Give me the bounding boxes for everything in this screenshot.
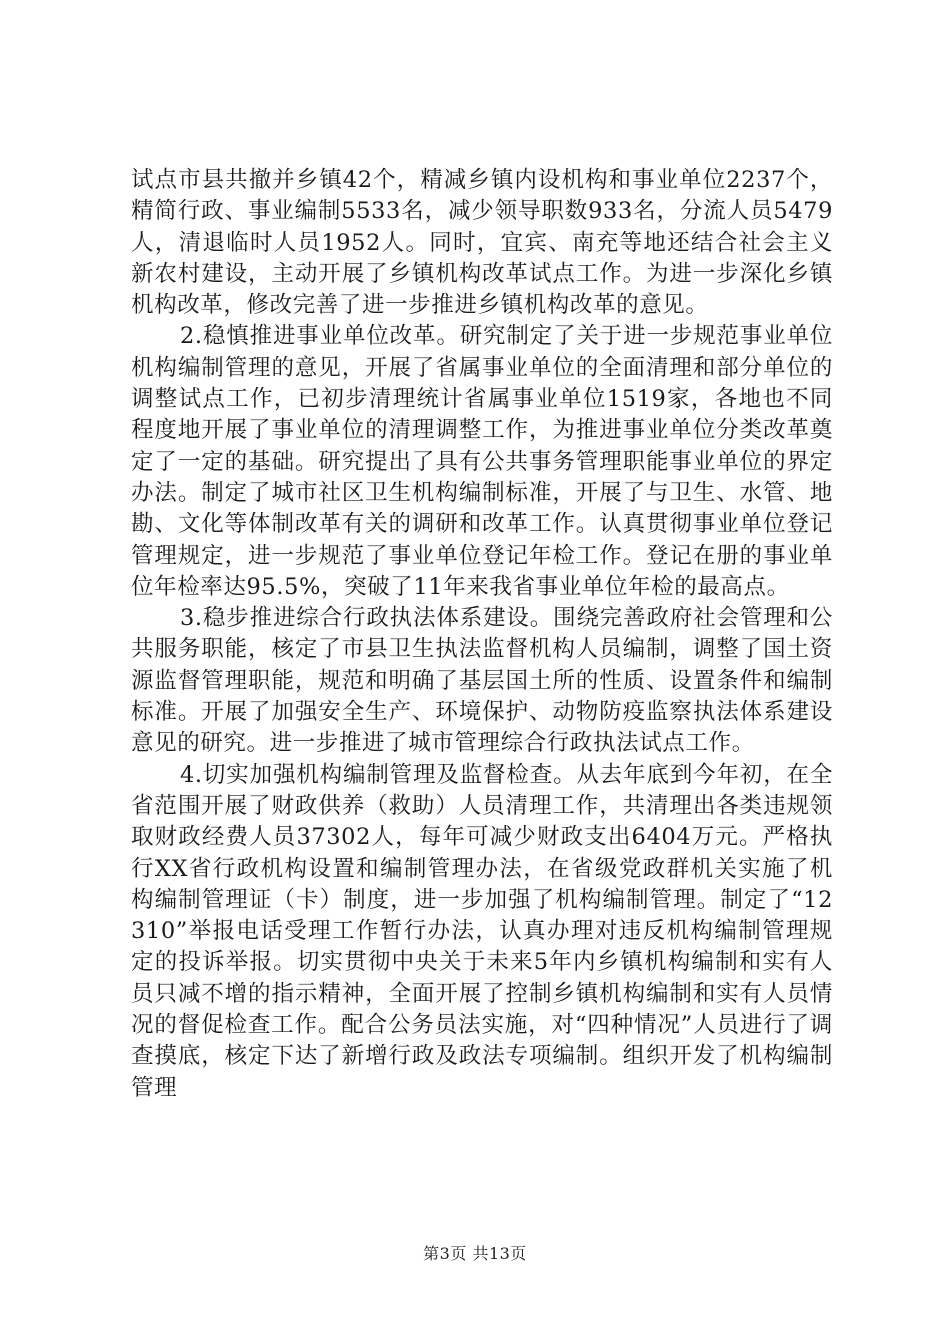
- paragraph-continuation: 试点市县共撤并乡镇42个，精减乡镇内设机构和事业单位2237个，精简行政、事业编制5533名，减少领导职数933名，分流人员5479人，清退临时人员1952人。同时，宜宾、南充等地还结合社会主义新农村建设，主动开展了乡镇机构改革试点工作。为进一步深化乡镇机构改革，修改完善了进一步推进乡镇机构改革的意见。: [131, 167, 833, 319]
- paragraph-institution-reform: 2.稳慎推进事业单位改革。研究制定了关于进一步规范事业单位机构编制管理的意见，开展了省属事业单位的全面清理和部分单位的调整试点工作，已初步清理统计省属事业单位1519家，各地也不同程度地开展了事业单位的清理调整工作，为推进事业单位分类改革奠定了一定的基础。研究提出了具有公共事务管理职能事业单位的界定办法。制定了城市社区卫生机构编制标准，开展了与卫生、水管、地勘、文化等体制改革有关的调研和改革工作。认真贯彻事业单位登记管理规定，进一步规范了事业单位登记年检工作。登记在册的事业单位年检率达95.5%，突破了11年来我省事业单位年检的最高点。: [131, 323, 833, 600]
- document-body: [131, 165, 833, 1104]
- page-footer: 第3页 共13页: [423, 1244, 527, 1263]
- paragraph-law-enforcement: 3.稳步推进综合行政执法体系建设。围绕完善政府社会管理和公共服务职能，核定了市县卫生执法监督机构人员编制，调整了国土资源监督管理职能，规范和明确了基层国土所的性质、设置条件和编制标准。开展了加强安全生产、环境保护、动物防疫监察执法体系建设意见的研究。进一步推进了城市管理综合行政执法试点工作。: [131, 605, 833, 757]
- paragraph-staffing-supervision: 4.切实加强机构编制管理及监督检查。从去年底到今年初，在全省范围开展了财政供养（救助）人员清理工作，共清理出各类违规领取财政经费人员37302人，每年可减少财政支出6404万元。严格执行XX省行政机构设置和编制管理办法，在省级党政群机关实施了机构编制管理证（卡）制度，进一步加强了机构编制管理。制定了“12310”举报电话受理工作暂行办法，认真办理对违反机构编制管理规定的投诉举报。切实贯彻中央关于未来5年内乡镇机构编制和实有人员只减不增的指示精神，全面开展了控制乡镇机构编制和实有人员情况的督促检查工作。配合公务员法实施，对“四种情况”人员进行了调查摸底，核定下达了新增行政及政法专项编制。组织开发了机构编制管理: [131, 761, 833, 1101]
